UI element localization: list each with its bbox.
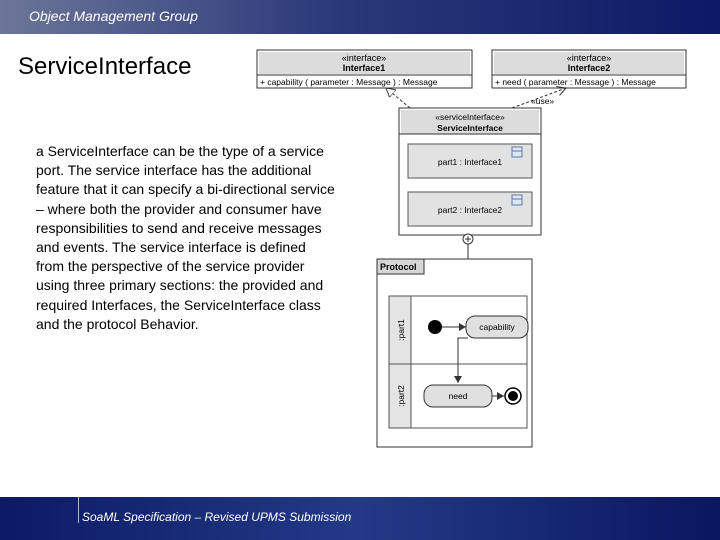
final-node	[505, 388, 521, 404]
interface2-operation: + need ( parameter : Message ) : Message	[495, 77, 656, 87]
part2-label: part2 : Interface2	[437, 205, 503, 215]
org-name: Object Management Group	[29, 8, 198, 24]
footer-text: SoaML Specification – Revised UPMS Submission	[82, 510, 352, 524]
interface2-class	[492, 50, 686, 88]
interface2-name: Interface2	[567, 63, 611, 73]
protocol-activity	[377, 259, 532, 447]
interface1-operation: + capability ( parameter : Message ) : Message	[260, 77, 438, 87]
service-interface-class	[399, 108, 541, 235]
part2-box	[408, 192, 532, 226]
lane2-label: :part2	[396, 385, 406, 407]
service-interface-name: ServiceInterface	[437, 123, 503, 133]
slide-body: a ServiceInterface can be the type of a service port. The service interface has the additional feature that it can specify a bi-directional service – where both the provider and consumer have responsibilities to send and receive messages and events. The service interface is defined from the perspective of the service provider using three primary sections: the provided and required Interfaces, the ServiceInterface class and the protocol Behavior.	[36, 143, 335, 332]
part1-box	[408, 144, 532, 178]
lane1-label: :part1	[396, 319, 406, 341]
footer-bar	[0, 497, 720, 540]
initial-node	[428, 320, 442, 334]
part1-label: part1 : Interface1	[437, 157, 503, 167]
protocol-title: Protocol	[380, 262, 417, 272]
service-interface-stereotype: «serviceInterface»	[435, 112, 505, 122]
realization-arrow	[386, 88, 410, 108]
containment-plus-icon	[463, 234, 473, 244]
capability-label: capability	[479, 322, 515, 332]
interface1-name: Interface1	[342, 63, 386, 73]
part-icon	[512, 147, 522, 157]
use-label: «use»	[531, 96, 555, 106]
part-icon	[512, 195, 522, 205]
footer-divider	[78, 497, 79, 523]
need-action	[424, 385, 492, 407]
slide-title: ServiceInterface	[18, 53, 192, 80]
interface2-stereotype: «interface»	[566, 53, 612, 63]
capability-action	[466, 316, 528, 338]
interface1-class	[257, 50, 472, 88]
need-label: need	[448, 391, 468, 401]
interface1-stereotype: «interface»	[341, 53, 387, 63]
